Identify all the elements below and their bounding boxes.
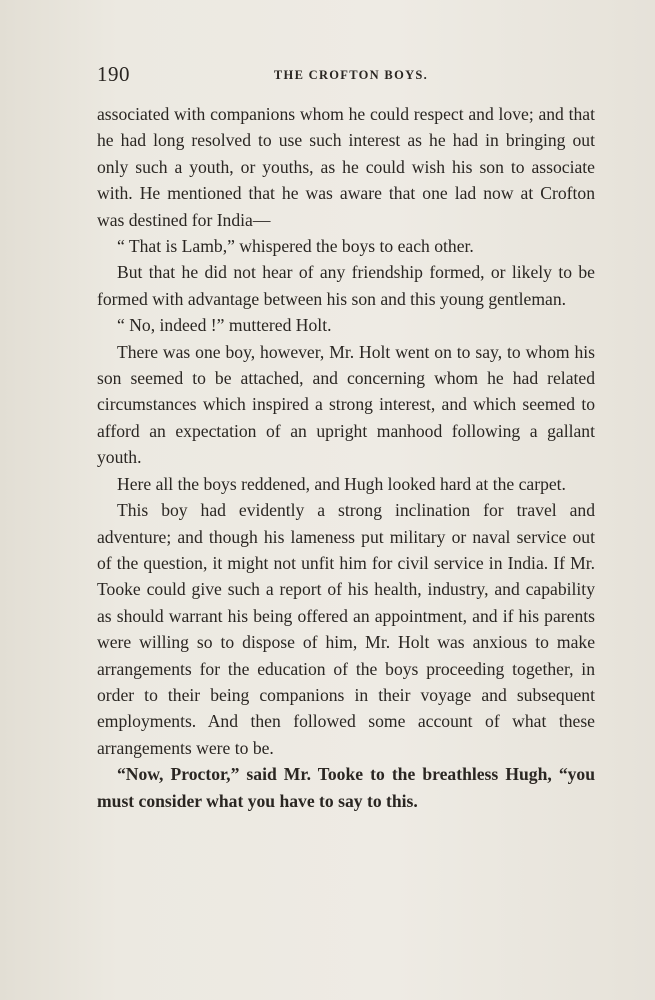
paragraph: There was one boy, however, Mr. Holt went on to say, to whom his son seemed to be attached, and concerning whom he had related circumstances which inspired a strong interest, and which seemed to afford an expectation of an upright manhood following a gallant youth. — [97, 341, 595, 468]
running-head: THE CROFTON BOYS. — [273, 68, 429, 82]
page-header — [97, 62, 595, 92]
paragraph: “ That is Lamb,” whispered the boys to each other. — [117, 236, 474, 257]
paragraph: This boy had evidently a strong inclination for travel and adventure; and though his lameness put military or naval service out of the question, it might not unfit him for civil service in India. If Mr. Tooke could give such a report of his health, industry, and capability as should warrant his being offered an appointment, and if his parents were willing so to dispose of him, Mr. Holt was anxious to make arrangements for the education of the boys proceeding together, in order to their being companions in their voyage and subsequent employments. And then followed some account of what these arrangements were to be. — [97, 500, 595, 758]
paragraph: But that he did not hear of any friendship formed, or likely to be formed with advantage between his son and this young gentleman. — [97, 262, 595, 309]
paragraph: associated with companions whom he could respect and love; and that he had long resolved to use such interest as he had in bringing out only such a youth, or youths, as he could wish his son to associate with. He mentioned that he was aware that one lad now at Crofton was destined for India— — [97, 104, 595, 230]
paragraph: Here all the boys reddened, and Hugh looked hard at the carpet. — [117, 473, 566, 494]
paragraph: “ No, indeed !” muttered Holt. — [117, 315, 332, 336]
paragraph: “Now, Proctor,” said Mr. Tooke to the breathless Hugh, “you must consider what you have to say to this. — [97, 764, 595, 811]
body-text — [97, 101, 595, 814]
page-number: 190 — [97, 62, 130, 86]
